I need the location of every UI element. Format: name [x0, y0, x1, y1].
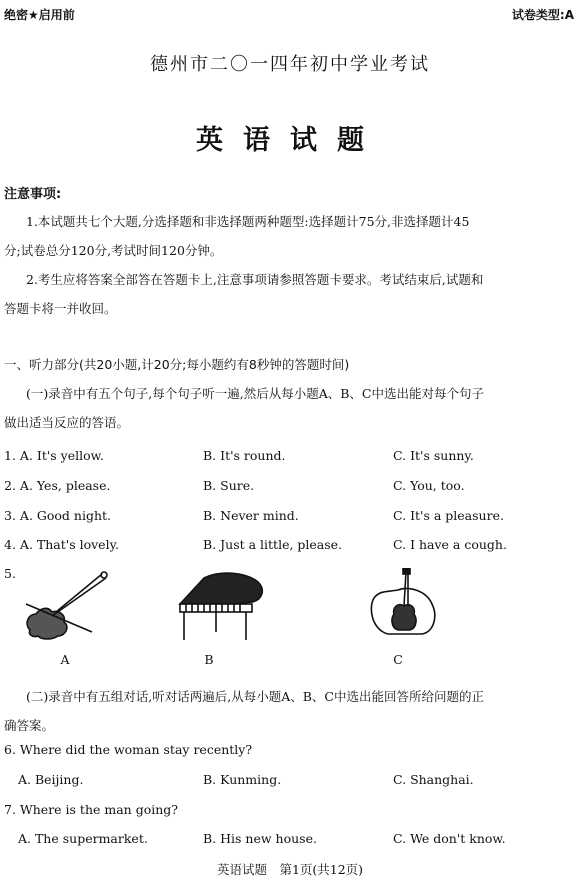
- picture-label-a: A: [60, 652, 70, 667]
- picture-label-c: C: [393, 652, 403, 667]
- part1-instruction-line2: 做出适当反应的答语。: [4, 415, 130, 430]
- question-6-option-b: B. Kunming.: [203, 772, 282, 787]
- question-4-option-b: B. Just a little, please.: [203, 537, 343, 552]
- notice-item2-line2: 答题卡将一并收回。: [4, 301, 117, 316]
- question-5-number: 5.: [4, 566, 16, 581]
- question-3-option-b: B. Never mind.: [203, 508, 299, 523]
- exam-title: 德州市二〇一四年初中学业考试: [150, 54, 430, 75]
- guitar-picture: [364, 568, 444, 640]
- question-number: 4.: [4, 537, 16, 552]
- question-6: 6. Where did the woman stay recently?: [4, 742, 253, 757]
- notice-item1-line1: 1.本试题共七个大题,分选择题和非选择题两种题型:选择题计75分,非选择题计45: [26, 214, 470, 229]
- part2-instruction-line2: 确答案。: [4, 718, 55, 733]
- piano-picture: [176, 570, 266, 642]
- option-a: A. Yes, please.: [19, 478, 111, 493]
- violin-icon: [26, 572, 107, 639]
- question-4: [4, 537, 119, 552]
- question-2-option-c: C. You, too.: [393, 478, 465, 493]
- question-1: [4, 448, 104, 463]
- question-3-option-c: C. It's a pleasure.: [393, 508, 504, 523]
- confidential-label: 绝密★启用前: [4, 8, 75, 22]
- option-a: A. That's lovely.: [19, 537, 119, 552]
- option-a: A. It's yellow.: [19, 448, 104, 463]
- question-4-option-c: C. I have a cough.: [393, 537, 507, 552]
- question-number: 3.: [4, 508, 16, 523]
- part2-instruction-line1: (二)录音中有五组对话,听对话两遍后,从每小题A、B、C中选出能回答所给问题的正: [26, 689, 484, 704]
- notice-item2-line1: 2.考生应将答案全部答在答题卡上,注意事项请参照答题卡要求。考试结束后,试题和: [26, 272, 484, 287]
- paper-type-label: 试卷类型:A: [511, 8, 574, 22]
- question-1-option-b: B. It's round.: [203, 448, 286, 463]
- picture-label-b: B: [204, 652, 214, 667]
- question-3: [4, 508, 111, 523]
- question-1-option-c: C. It's sunny.: [393, 448, 474, 463]
- subject-title: 英语试题: [196, 125, 384, 156]
- question-2-option-b: B. Sure.: [203, 478, 255, 493]
- question-7-option-c: C. We don't know.: [393, 831, 506, 846]
- question-6-option-a: A. Beijing.: [18, 772, 84, 787]
- question-7-option-a: A. The supermarket.: [18, 831, 148, 846]
- part1-instruction-line1: (一)录音中有五个句子,每个句子听一遍,然后从每小题A、B、C中选出能对每个句子: [26, 386, 484, 401]
- section1-heading: 一、听力部分(共20小题,计20分;每小题约有8秒钟的答题时间): [4, 357, 350, 372]
- question-7-option-b: B. His new house.: [203, 831, 317, 846]
- violin-picture: [22, 568, 112, 640]
- guitar-icon: [371, 568, 434, 634]
- option-a: A. Good night.: [19, 508, 112, 523]
- question-2: [4, 478, 110, 493]
- notice-heading: 注意事项:: [4, 187, 62, 202]
- question-number: 2.: [4, 478, 16, 493]
- piano-icon: [180, 573, 262, 640]
- question-6-option-c: C. Shanghai.: [393, 772, 474, 787]
- notice-item1-line2: 分;试卷总分120分,考试时间120分钟。: [4, 243, 223, 258]
- question-number: 1.: [4, 448, 16, 463]
- question-7: 7. Where is the man going?: [4, 802, 178, 817]
- page-footer: 英语试题 第1页(共12页): [216, 862, 364, 877]
